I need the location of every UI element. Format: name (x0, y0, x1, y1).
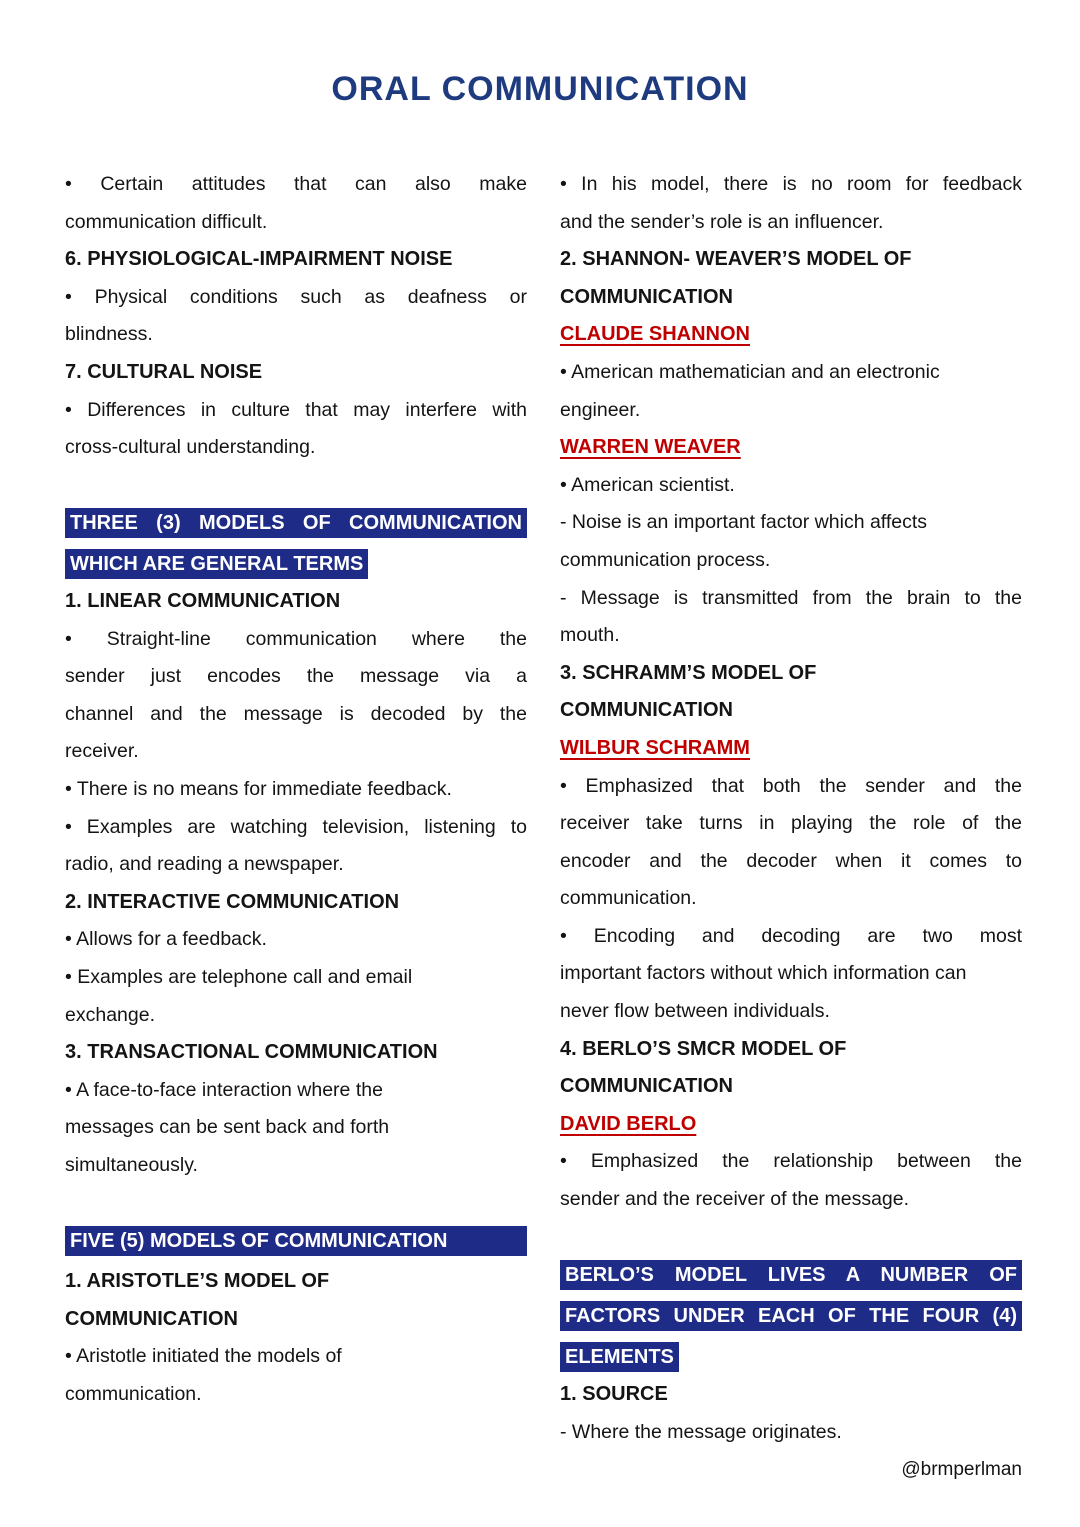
section-heading: 2. INTERACTIVE COMMUNICATION (65, 890, 400, 913)
body-text-line: engineer. (560, 398, 641, 421)
body-text-line: and the sender’s role is an influencer. (560, 210, 884, 233)
watermark-handle: @brmperlman (901, 1459, 1022, 1481)
section-heading: 1. LINEAR COMMUNICATION (65, 590, 341, 613)
body-text-line: encoder and the decoder when it comes to (560, 849, 1022, 872)
section-heading: 1. SOURCE (560, 1383, 668, 1405)
body-text-line: • Examples are watching television, listening to (65, 815, 527, 838)
body-text-line: • A face-to-face interaction where the (65, 1078, 383, 1101)
body-text-line: exchange. (65, 1003, 155, 1026)
section-heading: 1. ARISTOTLE’S MODEL OF (65, 1270, 330, 1293)
body-text-line: • Differences in culture that may interfere with (65, 398, 527, 421)
spacer (65, 1185, 527, 1223)
body-text-line: • Straight-line communication where the (65, 627, 527, 650)
highlighted-heading (560, 1260, 1022, 1298)
person-name-heading: WILBUR SCHRAMM (560, 736, 750, 759)
section-heading: COMMUNICATION (560, 1075, 733, 1098)
body-text-line: communication. (65, 1383, 202, 1405)
body-text-line: cross-cultural understanding. (65, 436, 316, 459)
highlighted-heading (560, 1301, 1022, 1339)
body-text-line: communication difficult. (65, 210, 268, 233)
section-heading: 6. PHYSIOLOGICAL-IMPAIRMENT NOISE (65, 248, 453, 271)
body-text-line: channel and the message is decoded by the (65, 702, 527, 725)
body-text-line: • Emphasized that both the sender and the (560, 774, 1022, 797)
highlighted-heading (65, 508, 527, 546)
highlight-band: FACTORS UNDER EACH OF THE FOUR (4) (560, 1301, 1022, 1331)
highlight-band: THREE (3) MODELS OF COMMUNICATION (65, 508, 527, 538)
body-text-line: sender just encodes the message via a (65, 665, 527, 688)
body-text-line: • In his model, there is no room for feedback (560, 173, 1022, 195)
body-text-line: - Where the message originates. (560, 1420, 842, 1443)
spacer (560, 1219, 1022, 1257)
body-text-line: messages can be sent back and forth (65, 1116, 390, 1139)
section-heading: COMMUNICATION (560, 285, 733, 308)
body-text-line: • Encoding and decoding are two most (560, 924, 1022, 947)
body-text-line: • Allows for a feedback. (65, 928, 267, 951)
section-heading: 7. CULTURAL NOISE (65, 360, 263, 383)
section-heading: COMMUNICATION (65, 1307, 238, 1330)
body-text-line: radio, and reading a newspaper. (65, 853, 344, 876)
body-text-line: • American mathematician and an electronic (560, 360, 940, 383)
body-text-line: • Emphasized the relationship between the (560, 1150, 1022, 1173)
spacer (65, 467, 527, 505)
section-heading: 2. SHANNON- WEAVER’S MODEL OF (560, 248, 912, 271)
highlight-band: WHICH ARE GENERAL TERMS (65, 549, 368, 579)
body-text-line: - Noise is an important factor which affects (560, 511, 928, 534)
section-heading: 4. BERLO’S SMCR MODEL OF (560, 1037, 847, 1060)
body-text-line: important factors without which information can (560, 962, 967, 985)
body-text-line: never flow between individuals. (560, 1000, 830, 1023)
body-text-line: • There is no means for immediate feedback. (65, 778, 452, 800)
highlight-band: ELEMENTS (560, 1342, 679, 1372)
section-heading: 3. SCHRAMM’S MODEL OF (560, 661, 817, 684)
body-text-line: communication. (560, 887, 697, 910)
body-text-line: receiver. (65, 740, 139, 763)
body-text-line: sender and the receiver of the message. (560, 1188, 910, 1211)
body-text-line: - Message is transmitted from the brain to the (560, 586, 1022, 609)
left-column (65, 166, 527, 1414)
body-text-line: • Certain attitudes that can also make (65, 173, 527, 195)
highlight-band: BERLO’S MODEL LIVES A NUMBER OF (560, 1260, 1022, 1290)
page-title: ORAL COMMUNICATION (331, 70, 749, 108)
highlight-band: FIVE (5) MODELS OF COMMUNICATION (65, 1226, 527, 1256)
highlighted-heading (560, 1338, 1022, 1376)
body-text-line: • Examples are telephone call and email (65, 965, 413, 988)
body-text-line: • Physical conditions such as deafness or (65, 285, 527, 308)
highlighted-heading (65, 545, 527, 583)
body-text-line: mouth. (560, 624, 620, 647)
person-name-heading: DAVID BERLO (560, 1112, 697, 1135)
section-heading: 3. TRANSACTIONAL COMMUNICATION (65, 1041, 438, 1064)
body-text-line: • Aristotle initiated the models of (65, 1345, 342, 1368)
body-text-line: • American scientist. (560, 473, 735, 496)
body-text-line: communication process. (560, 548, 771, 571)
person-name-heading: WARREN WEAVER (560, 436, 741, 459)
person-name-heading: CLAUDE SHANNON (560, 323, 750, 346)
section-heading: COMMUNICATION (560, 699, 733, 722)
body-text-line: receiver take turns in playing the role of the (560, 812, 1022, 835)
body-text-line: simultaneously. (65, 1153, 198, 1176)
right-column (560, 166, 1022, 1489)
highlighted-heading (65, 1226, 527, 1264)
body-text-line: blindness. (65, 323, 153, 346)
